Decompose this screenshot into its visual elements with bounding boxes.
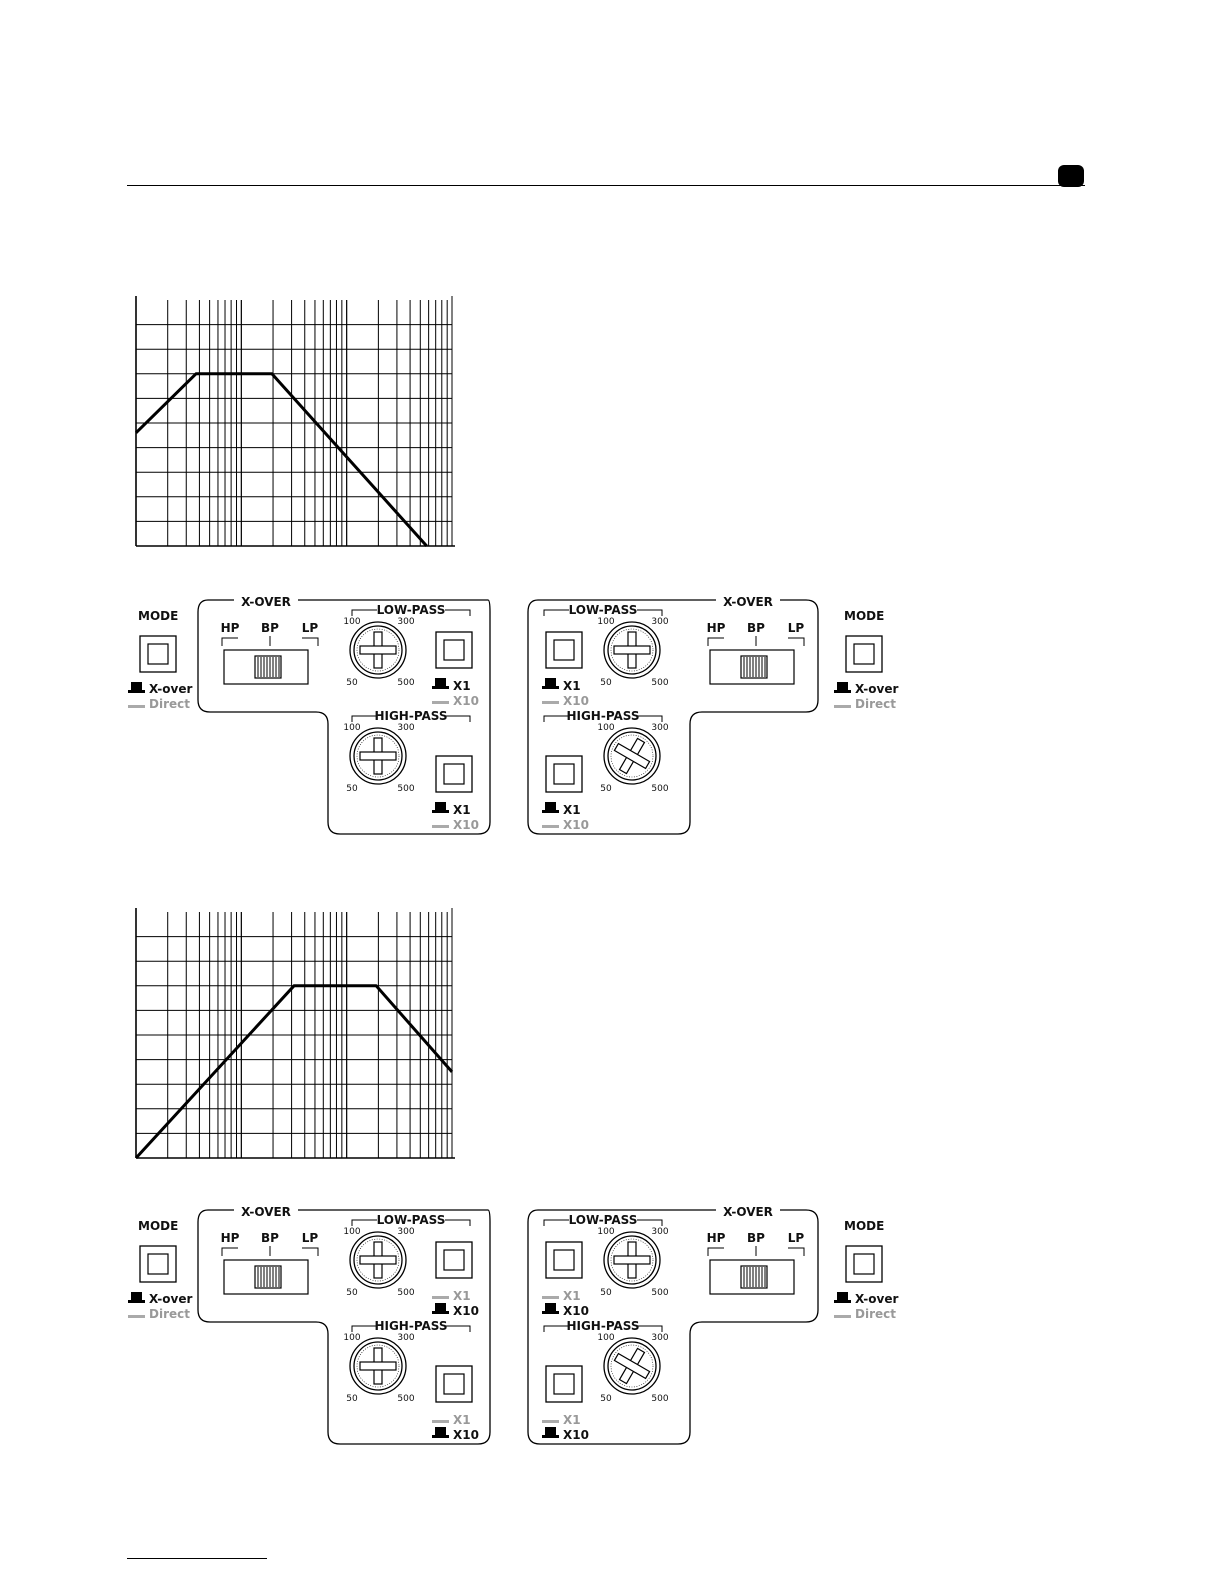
selector-hp-tick: [708, 1248, 724, 1256]
high-pass-knob-mark-100: 100: [343, 723, 361, 733]
low-pass-title: LOW-PASS: [376, 1213, 446, 1227]
mode-direct-label: Direct: [149, 1307, 190, 1321]
low-pass-bracket-left: [352, 1220, 377, 1226]
low-pass-range-right-x10-label: X10: [563, 694, 589, 708]
high-pass-knob-right-mark-300: 300: [651, 1333, 669, 1343]
selector-hp-label: HP: [706, 1231, 726, 1245]
high-pass-knob-right-mark-500: 500: [651, 1394, 669, 1404]
mode-direct-label: Direct: [855, 697, 896, 711]
low-pass-knob-mark-50: 50: [346, 1288, 358, 1298]
response-curve: [136, 986, 452, 1158]
low-pass-range-right-x1-indicator-base: [542, 1296, 559, 1299]
selector-hp-label: HP: [706, 621, 726, 635]
low-pass-range-button[interactable]: [436, 1242, 472, 1278]
low-pass-right-title: LOW-PASS: [568, 1213, 638, 1227]
left-crossover-unit: [128, 1204, 490, 1444]
low-pass-bracket-left: [352, 610, 377, 616]
low-pass-right-bracket-right: [637, 610, 662, 616]
left-crossover-unit: [128, 594, 490, 834]
selector-slider[interactable]: [741, 1266, 767, 1288]
page-tab-marker: [1058, 165, 1084, 187]
mode-xover-indicator-base: [128, 690, 145, 693]
mode-button[interactable]: [846, 1246, 882, 1282]
selector-bp-label: BP: [747, 1231, 765, 1245]
high-pass-knob-mark-300: 300: [397, 723, 415, 733]
high-pass-range-right-x10-label: X10: [563, 1428, 589, 1442]
selector-lp-label: LP: [787, 621, 805, 635]
low-pass-range-x10-label: X10: [453, 694, 479, 708]
mode-button[interactable]: [846, 636, 882, 672]
low-pass-range-x10-indicator-base: [432, 701, 449, 704]
mode-xover-indicator-base: [128, 1300, 145, 1303]
high-pass-range-right-button[interactable]: [546, 756, 582, 792]
high-pass-knob-mark-500: 500: [397, 1394, 415, 1404]
low-pass-range-x1-indicator-base: [432, 1296, 449, 1299]
controls-panel-row-2: [112, 1200, 899, 1450]
high-pass-knob-right-mark-50: 50: [600, 784, 612, 794]
low-pass-range-x10-label: X10: [453, 1304, 479, 1318]
mode-direct-indicator-base: [834, 1315, 851, 1318]
high-pass-bracket-left: [352, 716, 377, 722]
high-pass-range-x1-label: X1: [453, 803, 471, 817]
low-pass-range-right-button[interactable]: [546, 632, 582, 668]
high-pass-range-x10-indicator-base: [432, 825, 449, 828]
low-pass-knob-mark-300: 300: [397, 1227, 415, 1237]
high-pass-range-x1-indicator-base: [432, 1420, 449, 1423]
low-pass-range-x1-indicator-cap: [435, 678, 446, 686]
high-pass-range-right-x1-label: X1: [563, 803, 581, 817]
high-pass-right-bracket-right: [637, 1326, 662, 1332]
high-pass-range-x10-label: X10: [453, 818, 479, 832]
low-pass-knob-right-mark-300: 300: [651, 617, 669, 627]
high-pass-knob-mark-500: 500: [397, 784, 415, 794]
high-pass-right-title: HIGH-PASS: [566, 1319, 640, 1333]
low-pass-range-right-x1-label: X1: [563, 679, 581, 693]
low-pass-range-right-button[interactable]: [546, 1242, 582, 1278]
high-pass-range-x1-label: X1: [453, 1413, 471, 1427]
high-pass-knob-mark-50: 50: [346, 1394, 358, 1404]
high-pass-range-x10-label: X10: [453, 1428, 479, 1442]
mode-xover-indicator-base: [834, 1300, 851, 1303]
mode-xover-label: X-over: [855, 682, 899, 696]
xover-title-right: X-OVER: [723, 595, 773, 609]
low-pass-knob-mark-50: 50: [346, 678, 358, 688]
low-pass-range-x10-indicator-base: [432, 1311, 449, 1314]
selector-hp-tick: [708, 638, 724, 646]
high-pass-knob-right-mark-500: 500: [651, 784, 669, 794]
low-pass-knob-right-mark-100: 100: [597, 617, 615, 627]
right-crossover-unit: [528, 594, 898, 834]
low-pass-knob-mark-500: 500: [397, 1288, 415, 1298]
selector-lp-tick: [302, 1248, 318, 1256]
high-pass-knob-right-mark-50: 50: [600, 1394, 612, 1404]
frequency-response-chart-2: [126, 904, 462, 1166]
low-pass-range-right-x1-indicator-cap: [545, 678, 556, 686]
selector-bp-label: BP: [261, 621, 279, 635]
xover-title-right: X-OVER: [723, 1205, 773, 1219]
right-crossover-unit: [528, 1204, 898, 1444]
xover-title: X-OVER: [241, 595, 291, 609]
low-pass-range-x1-indicator-base: [432, 686, 449, 689]
mode-direct-indicator-base: [128, 1315, 145, 1318]
high-pass-right-bracket-left: [544, 1326, 569, 1332]
selector-lp-tick: [302, 638, 318, 646]
high-pass-right-bracket-left: [544, 716, 569, 722]
high-pass-range-x10-indicator-cap: [435, 1427, 446, 1435]
high-pass-range-right-x1-indicator-base: [542, 810, 559, 813]
selector-lp-label: LP: [301, 1231, 319, 1245]
mode-heading: MODE: [138, 1219, 179, 1233]
selector-slider[interactable]: [741, 656, 767, 678]
high-pass-knob-mark-300: 300: [397, 1333, 415, 1343]
high-pass-bracket-right: [445, 716, 470, 722]
selector-bp-label: BP: [261, 1231, 279, 1245]
low-pass-knob-mark-100: 100: [343, 617, 361, 627]
mode-xover-indicator-cap: [131, 1292, 142, 1300]
low-pass-range-right-x10-indicator-base: [542, 701, 559, 704]
low-pass-range-right-x1-indicator-base: [542, 686, 559, 689]
mode-xover-indicator-cap: [131, 682, 142, 690]
selector-hp-tick: [222, 1248, 238, 1256]
controls-panel-row-1: [112, 590, 899, 840]
low-pass-range-right-x10-indicator-base: [542, 1311, 559, 1314]
high-pass-range-right-x10-indicator-base: [542, 825, 559, 828]
low-pass-range-button[interactable]: [436, 632, 472, 668]
low-pass-right-bracket-left: [544, 1220, 569, 1226]
response-curve: [136, 374, 427, 546]
low-pass-range-x10-indicator-cap: [435, 1303, 446, 1311]
xover-title: X-OVER: [241, 1205, 291, 1219]
mode-direct-label: Direct: [855, 1307, 896, 1321]
mode-direct-indicator-base: [128, 705, 145, 708]
mode-xover-indicator-cap: [837, 1292, 848, 1300]
low-pass-range-right-x1-label: X1: [563, 1289, 581, 1303]
low-pass-range-right-x10-label: X10: [563, 1304, 589, 1318]
mode-button[interactable]: [140, 636, 176, 672]
low-pass-right-title: LOW-PASS: [568, 603, 638, 617]
high-pass-right-title: HIGH-PASS: [566, 709, 640, 723]
mode-heading: MODE: [138, 609, 179, 623]
mode-direct-indicator-base: [834, 705, 851, 708]
high-pass-right-bracket-right: [637, 716, 662, 722]
low-pass-range-x1-label: X1: [453, 679, 471, 693]
low-pass-knob-right-mark-500: 500: [651, 1288, 669, 1298]
low-pass-title: LOW-PASS: [376, 603, 446, 617]
mode-xover-indicator-cap: [837, 682, 848, 690]
high-pass-knob-right-mark-100: 100: [597, 1333, 615, 1343]
high-pass-range-button[interactable]: [436, 756, 472, 792]
selector-hp-label: HP: [220, 621, 240, 635]
low-pass-knob-right-mark-500: 500: [651, 678, 669, 688]
mode-xover-label: X-over: [855, 1292, 899, 1306]
mode-heading: MODE: [844, 1219, 885, 1233]
mode-xover-label: X-over: [149, 1292, 193, 1306]
low-pass-bracket-right: [445, 610, 470, 616]
selector-lp-tick: [788, 1248, 804, 1256]
high-pass-range-right-x1-label: X1: [563, 1413, 581, 1427]
selector-hp-tick: [222, 638, 238, 646]
low-pass-knob-mark-500: 500: [397, 678, 415, 688]
low-pass-knob-right-mark-100: 100: [597, 1227, 615, 1237]
high-pass-range-x1-indicator-base: [432, 810, 449, 813]
high-pass-title: HIGH-PASS: [374, 1319, 448, 1333]
high-pass-range-right-button[interactable]: [546, 1366, 582, 1402]
selector-bp-label: BP: [747, 621, 765, 635]
low-pass-right-bracket-left: [544, 610, 569, 616]
high-pass-range-right-x10-label: X10: [563, 818, 589, 832]
high-pass-range-button[interactable]: [436, 1366, 472, 1402]
high-pass-knob-mark-100: 100: [343, 1333, 361, 1343]
low-pass-knob-right-mark-50: 50: [600, 1288, 612, 1298]
mode-direct-label: Direct: [149, 697, 190, 711]
low-pass-knob-mark-100: 100: [343, 1227, 361, 1237]
selector-hp-label: HP: [220, 1231, 240, 1245]
low-pass-knob-right-mark-300: 300: [651, 1227, 669, 1237]
header-rule: [127, 185, 1085, 186]
selector-lp-label: LP: [301, 621, 319, 635]
selector-slider[interactable]: [255, 656, 281, 678]
high-pass-range-x10-indicator-base: [432, 1435, 449, 1438]
high-pass-range-right-x1-indicator-cap: [545, 802, 556, 810]
high-pass-bracket-left: [352, 1326, 377, 1332]
mode-heading: MODE: [844, 609, 885, 623]
selector-slider[interactable]: [255, 1266, 281, 1288]
high-pass-title: HIGH-PASS: [374, 709, 448, 723]
low-pass-range-x1-label: X1: [453, 1289, 471, 1303]
mode-button[interactable]: [140, 1246, 176, 1282]
high-pass-knob-mark-50: 50: [346, 784, 358, 794]
high-pass-range-x1-indicator-cap: [435, 802, 446, 810]
mode-xover-label: X-over: [149, 682, 193, 696]
low-pass-range-right-x10-indicator-cap: [545, 1303, 556, 1311]
selector-lp-label: LP: [787, 1231, 805, 1245]
high-pass-bracket-right: [445, 1326, 470, 1332]
selector-lp-tick: [788, 638, 804, 646]
high-pass-knob-right-mark-100: 100: [597, 723, 615, 733]
frequency-response-chart-1: [126, 292, 462, 554]
footer-rule: [127, 1558, 267, 1559]
low-pass-bracket-right: [445, 1220, 470, 1226]
low-pass-knob-mark-300: 300: [397, 617, 415, 627]
low-pass-right-bracket-right: [637, 1220, 662, 1226]
high-pass-range-right-x10-indicator-cap: [545, 1427, 556, 1435]
high-pass-range-right-x1-indicator-base: [542, 1420, 559, 1423]
mode-xover-indicator-base: [834, 690, 851, 693]
high-pass-knob-right-mark-300: 300: [651, 723, 669, 733]
high-pass-range-right-x10-indicator-base: [542, 1435, 559, 1438]
low-pass-knob-right-mark-50: 50: [600, 678, 612, 688]
